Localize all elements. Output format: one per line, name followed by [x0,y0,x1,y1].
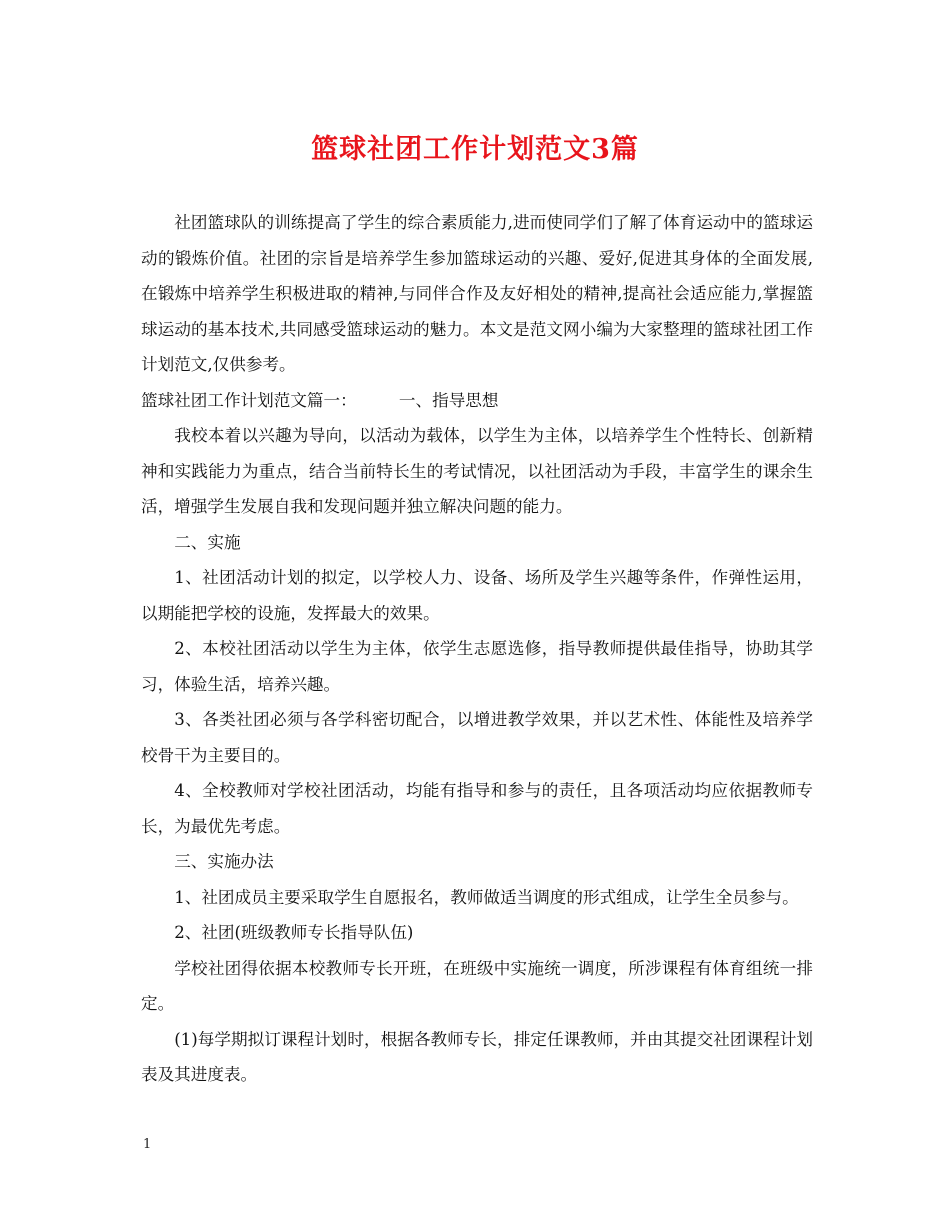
page-number: 1 [143,1137,152,1152]
guiding-thought-paragraph: 我校本着以兴趣为导向，以活动为载体，以学生为主体，以培养学生个性特长、创新精神和实践能力为重点，结合当前特长生的考试情况，以社团活动为手段，丰富学生的课余生活，增强学生发展自我和发现问题并独立解决问题的能力。 [141,426,813,516]
intro-paragraph: 社团篮球队的训练提高了学生的综合素质能力,进而使同学们了解了体育运动中的篮球运动的锻炼价值。社团的宗旨是培养学生参加篮球运动的兴趣、爱好,促进其身体的全面发展,在锻炼中培养学生积极进取的精神,与同伴合作及友好相处的精神,提高社会适应能力,掌握篮球运动的基本技术,共同感受篮球运动的魅力。本文是范文网小编为大家整理的篮球社团工作计划范文,仅供参考。 [141,213,813,374]
implementation-item-4: 4、全校教师对学校社团活动，均能有指导和参与的责任，且各项活动均应依据教师专长，为最优先考虑。 [141,781,813,836]
implementation-item-1: 1、社团活动计划的拟定，以学校人力、设备、场所及学生兴趣等条件，作弹性运用，以期能把学校的设施，发挥最大的效果。 [141,568,813,623]
implementation-item-3: 3、各类社团必须与各学科密切配合，以增进教学效果，并以艺术性、体能性及培养学校骨干为主要目的。 [141,710,813,765]
section-heading-subtitle: 一、指导思想 [398,390,499,410]
method-heading: 三、实施办法 [174,852,274,871]
implementation-heading: 二、实施 [174,532,241,552]
implementation-item-2: 2、本校社团活动以学生为主体，依学生志愿选修，指导教师提供最佳指导，协助其学习，体验生活，培养兴趣。 [141,639,813,694]
method-item-2: 2、社团(班级教师专长指导队伍) [174,923,414,942]
document-body [141,205,813,1093]
document-title: 篮球社团工作计划范文3篇 [311,134,639,165]
section-heading-gap [357,391,399,410]
method-item-2-detail: 学校社团得依据本校教师专长开班，在班级中实施统一调度，所涉课程有体育组统一排定。 [141,958,813,1013]
method-item-1: 1、社团成员主要采取学生自愿报名，教师做适当调度的形式组成，让学生全员参与。 [174,887,799,907]
section-heading-title: 篮球社团工作计划范文篇一： [141,390,357,410]
section-heading-line [141,383,813,419]
method-item-2-sub-1: (1)每学期拟订课程计划时，根据各教师专长，排定任课教师，并由其提交社团课程计划表及其进度表。 [141,1029,813,1084]
